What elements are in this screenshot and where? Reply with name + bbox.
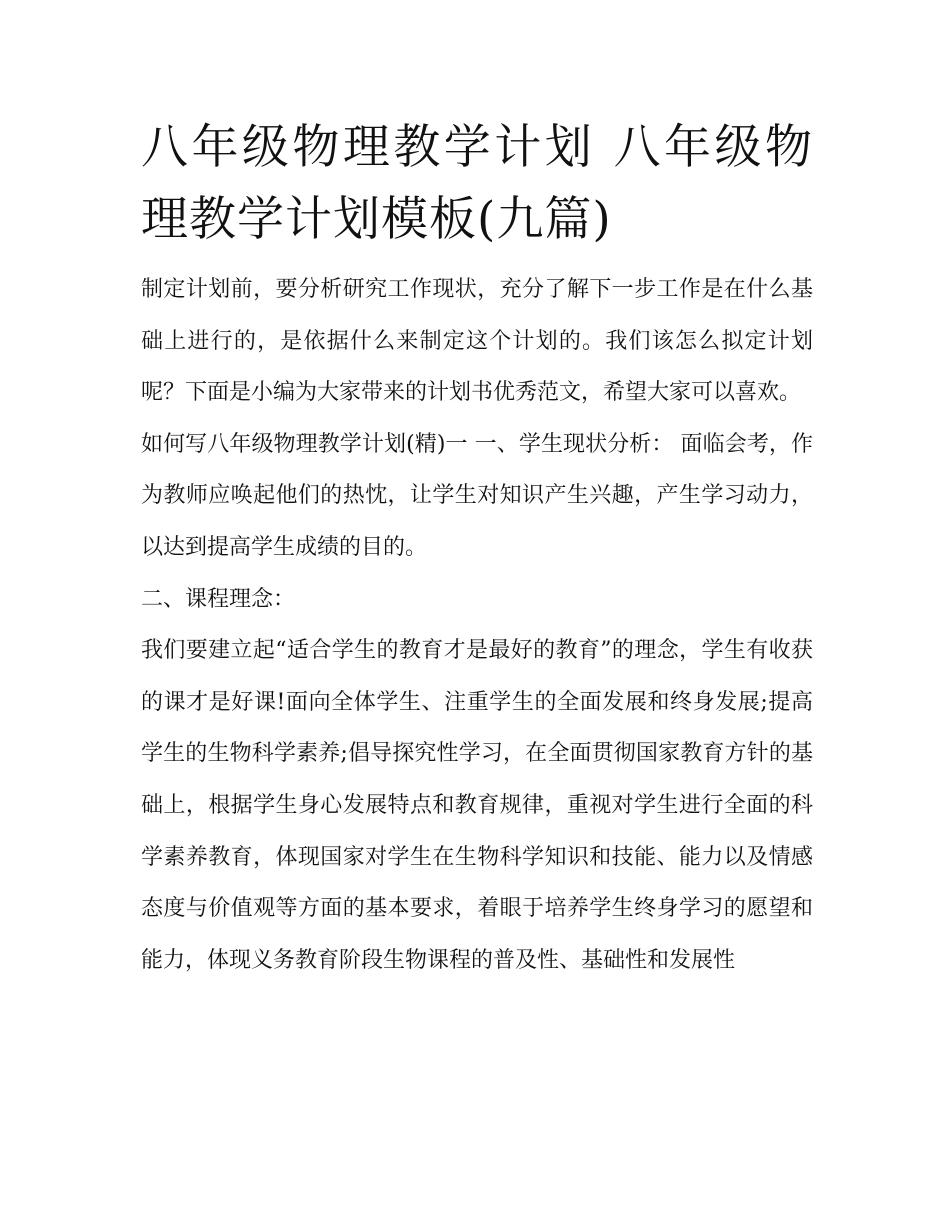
student-analysis-paragraph: 如何写八年级物理教学计划(精)一 一、学生现状分析： 面临会考，作为教师应唤起他们的热忱，让学生对知识产生兴趣，产生学习动力，以达到提高学生成绩的目的。 <box>141 431 813 560</box>
document-page <box>141 112 813 986</box>
course-concept-paragraph: 我们要建立起“适合学生的教育才是最好的教育”的理念，学生有收获的课才是好课!面向全体学生、注重学生的全面发展和终身发展;提高学生的生物科学素养;倡导探究性学习，在全面贯彻国家教育方针的基础上，根据学生身心发展特点和教育规律，重视对学生进行全面的科学素养教育，体现国家对学生在生物科学知识和技能、能力以及情感态度与价值观等方面的基本要求，着眼于培养学生终身学习的愿望和能力，体现义务教育阶段生物课程的普及性、基础性和发展性 <box>141 638 813 973</box>
document-title: 八年级物理教学计划 八年级物理教学计划模板(九篇) <box>141 120 813 247</box>
intro-paragraph: 制定计划前，要分析研究工作现状，充分了解下一步工作是在什么基础上进行的，是依据什么来制定这个计划的。我们该怎么拟定计划呢？下面是小编为大家带来的计划书优秀范文，希望大家可以喜欢。 <box>141 277 813 406</box>
section-heading-course-concept: 二、课程理念： <box>141 586 296 612</box>
